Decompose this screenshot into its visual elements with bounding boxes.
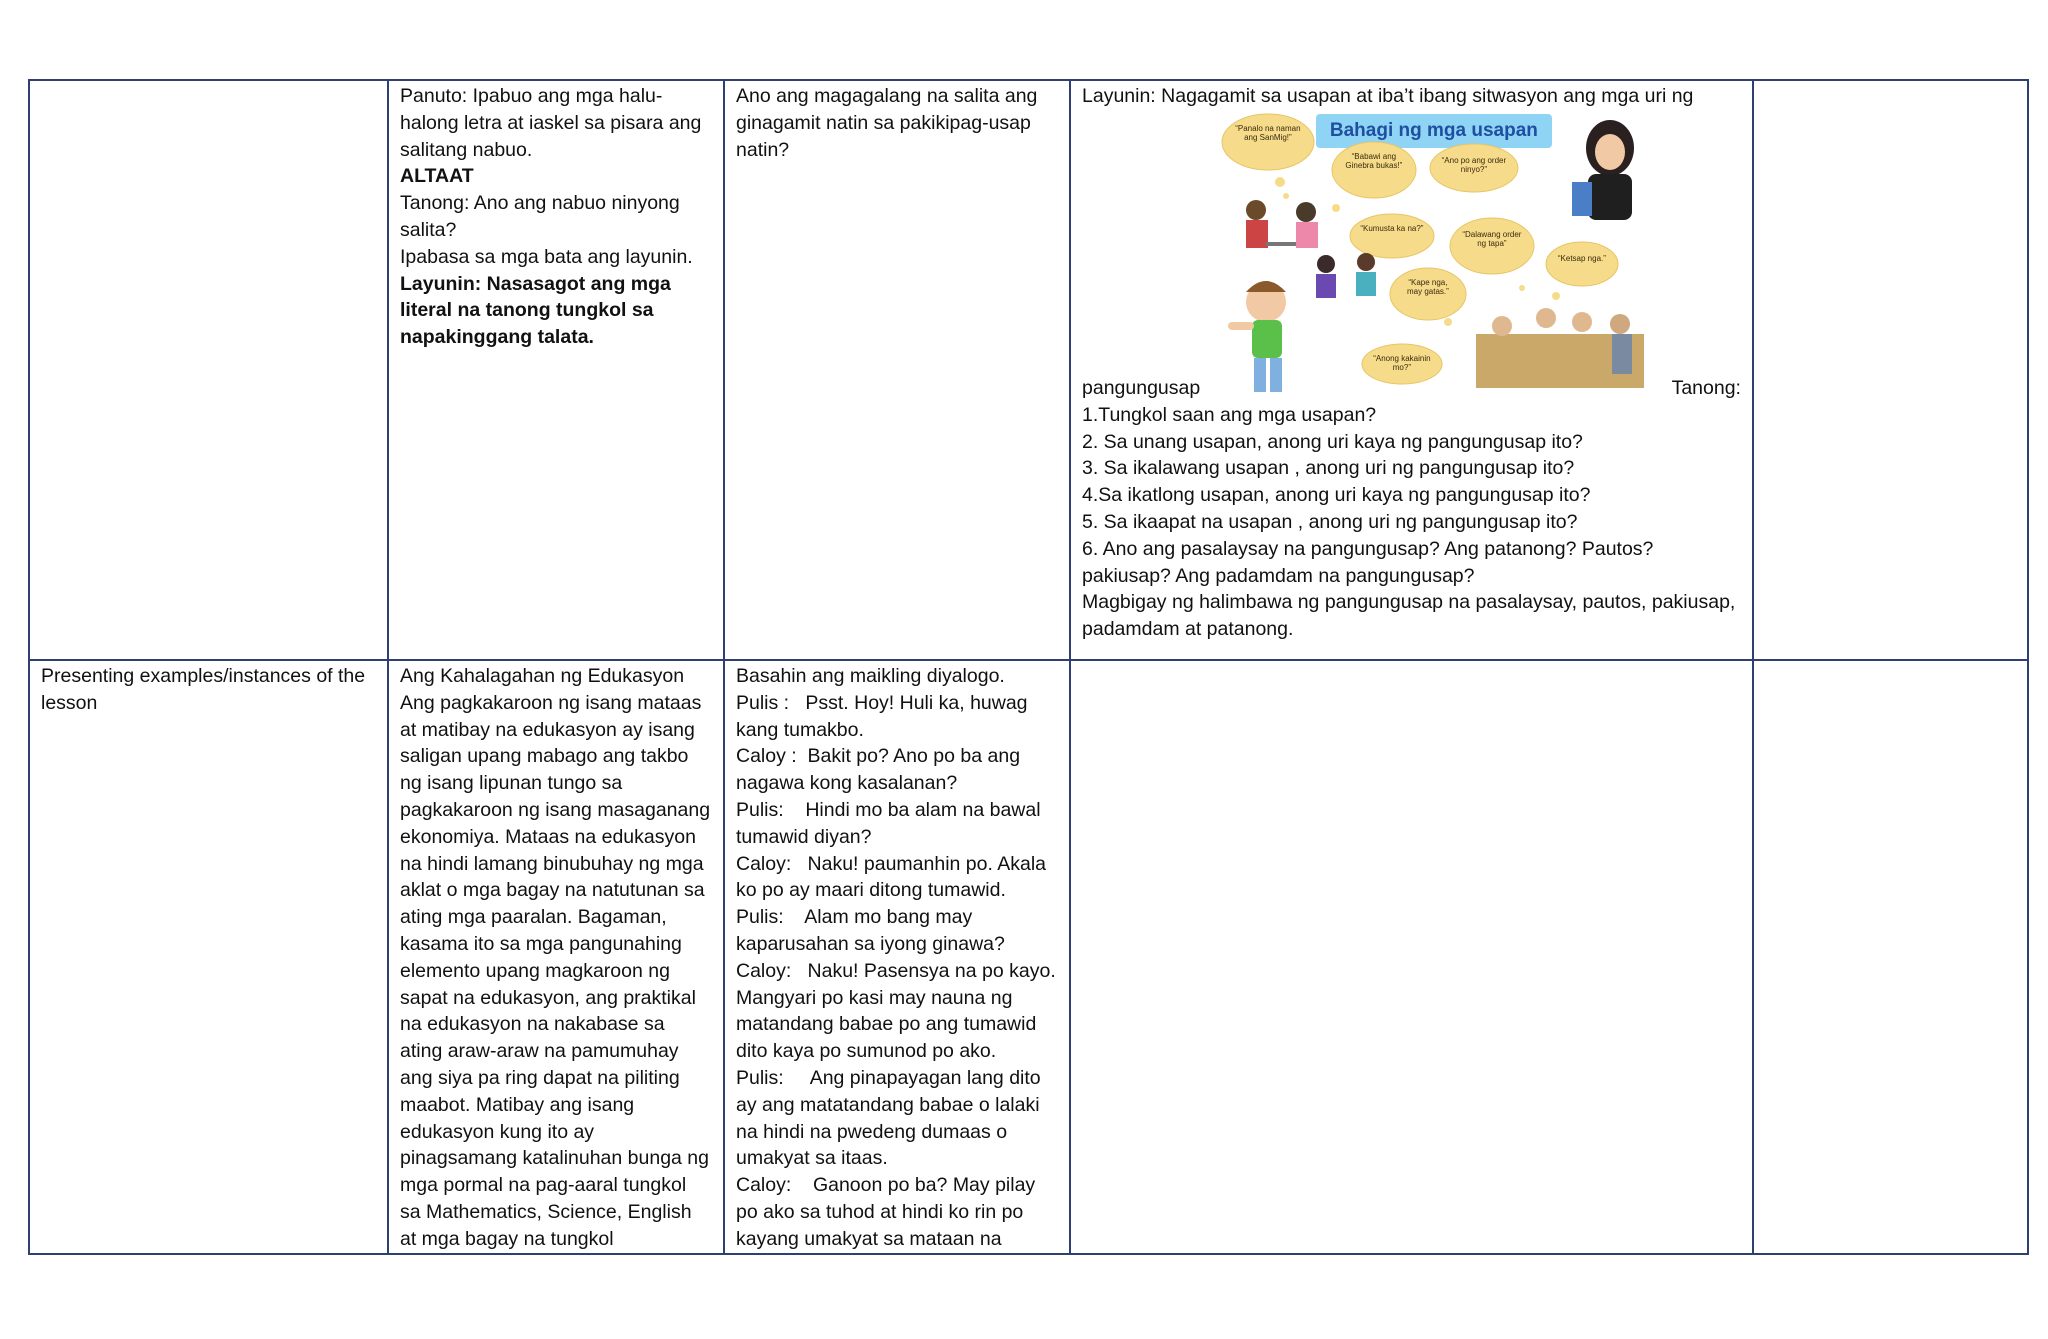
examples-instruction: Magbigay ng halimbawa ng pangungusap na pasalaysay, pautos, pakiusap, padamdam at patanong. (1082, 591, 1736, 641)
question-4: 4.Sa ikatlong usapan, anong uri kaya ng pangungusap ito? (1082, 484, 1591, 507)
conversation-illustration (1216, 112, 1656, 402)
question-text: Tanong: Ano ang nabuo ninyong salita? (400, 192, 680, 241)
dialogue-line: Basahin ang maikling diyalogo. (736, 665, 1005, 687)
row2-col4-cell (1070, 660, 1753, 1254)
polite-words-question: Ano ang magagalang na salita ang ginagamit natin sa pakikipag-usap natin? (736, 85, 1038, 161)
dialogue-line: Caloy: Ganoon po ba? May pilay po ako sa tuhod at hindi ko rin po kayang umakyat sa mataan na (736, 1174, 1041, 1250)
question-2: 2. Sa unang usapan, anong uri kaya ng pangungusap ito? (1082, 430, 1583, 453)
instruction-text: Panuto: Ipabuo ang mga halu-halong letra at iaskel sa pisara ang salitang nabuo. (400, 85, 702, 161)
table-row (29, 660, 2028, 1254)
bubble-4: “Kumusta ka na?” (1360, 223, 1424, 233)
bubble-2: “Babawi ang Ginebra bukas!” (1345, 151, 1403, 170)
question-5: 5. Sa ikaapat na usapan , anong uri ng pangungusap ito? (1082, 510, 1578, 533)
row1-col2-cell (388, 80, 724, 660)
question-6: 6. Ano ang pasalaysay na pangungusap? Ang patanong? Pautos? pakiusap? Ang padamdam na pangungusap? (1082, 537, 1654, 587)
row1-col5-cell (1753, 80, 2028, 660)
illustration-title: Bahagi ng mga usapan (1329, 119, 1538, 141)
bubble-8: “Anong kakainin mo?” (1373, 353, 1431, 372)
bubble-5: “Dalawang order ng tapa” (1462, 229, 1522, 248)
dialogue-line: Pulis: Alam mo bang may kaparusahan sa iyong ginawa? (736, 906, 1005, 955)
row2-col2-cell (388, 660, 724, 1254)
section-label: Presenting examples/instances of the lesson (41, 665, 366, 714)
objective-text: Layunin: Nasasagot ang mga literal na tanong tungkol sa napakinggang talata. (400, 272, 671, 349)
essay-title: Ang Kahalagahan ng Edukasyon (400, 665, 685, 687)
question-1: 1.Tungkol saan ang mga usapan? (1082, 403, 1377, 426)
read-objective-text: Ipabasa sa mga bata ang layunin. (400, 245, 693, 268)
row2-col5-cell (1753, 660, 2028, 1254)
row2-col3-cell (724, 660, 1070, 1254)
layunin-intro: Layunin: Nagagamit sa usapan at iba’t ibang sitwasyon ang mga uri ng (1082, 85, 1694, 107)
illustration-row (1082, 110, 1741, 402)
row1-col4-cell (1070, 80, 1753, 660)
row2-col1-cell (29, 660, 388, 1254)
illustration-left-label: pangungusap (1082, 377, 1201, 399)
dialogue-line: Caloy : Bakit po? Ano po ba ang nagawa kong kasalanan? (736, 745, 1026, 795)
bubble-7: “Kape nga, may gatas.” (1406, 277, 1449, 296)
dialogue-line: Caloy: Naku! Pasensya na po kayo. Mangyari po kasi may nauna ng matandang babae po ang tumawid dito kaya po sumunod po ako. (736, 959, 1062, 1063)
dialogue-line: Pulis : Psst. Hoy! Huli ka, huwag kang tumakbo. (736, 691, 1033, 741)
illustration-right-label: Tanong: (1671, 377, 1741, 399)
bubble-1: “Panalo na naman ang SanMig!” (1235, 123, 1301, 142)
row1-col3-cell (724, 80, 1070, 660)
question-3: 3. Sa ikalawang usapan , anong uri ng pangungusap ito? (1082, 457, 1575, 480)
dialogue-line: Pulis: Ang pinapayagan lang dito ay ang matatandang babae o lalaki na hindi na pwedeng dumaas o umakyat sa itaas. (736, 1066, 1047, 1170)
dialogue-line: Caloy: Naku! paumanhin po. Akala ko po ay maari ditong tumawid. (736, 852, 1052, 902)
bubble-6: “Ketsap nga.” (1557, 253, 1606, 263)
table-row (29, 80, 2028, 660)
dialogue-line: Pulis: Hindi mo ba alam na bawal tumawid diyan? (736, 798, 1046, 848)
essay-body: Ang pagkakaroon ng isang mataas at matibay na edukasyon ay isang saligan upang mabago ang takbo ng isang lipunan tungo sa pagkakaroon ng isang masaganang ekonomiya. Mataas na edukasyon na hindi lamang binubuhay ng mga aklat o mga bagay na natutunan sa ating mga paaralan. Bagaman, kasama ito sa mga pangunahing elemento upang magkaroon ng sapat na edukasyon, ang praktikal na edukasyon na nakabase sa ating araw-araw na pamumuhay ang siya pa ring dapat na piliting maabot. Matibay ang isang edukasyon kung ito ay pinagsamang katalinuhan bunga ng mga pormal na pag-aaral tungkol sa Mathematics, Science, English at mga bagay na tungkol (400, 691, 711, 1250)
bubble-3: “Ano po ang order ninyo?” (1441, 155, 1507, 174)
lesson-plan-table (28, 79, 2029, 1255)
scrambled-word: ALTAAT (400, 165, 474, 188)
row1-col1-cell (29, 80, 388, 660)
